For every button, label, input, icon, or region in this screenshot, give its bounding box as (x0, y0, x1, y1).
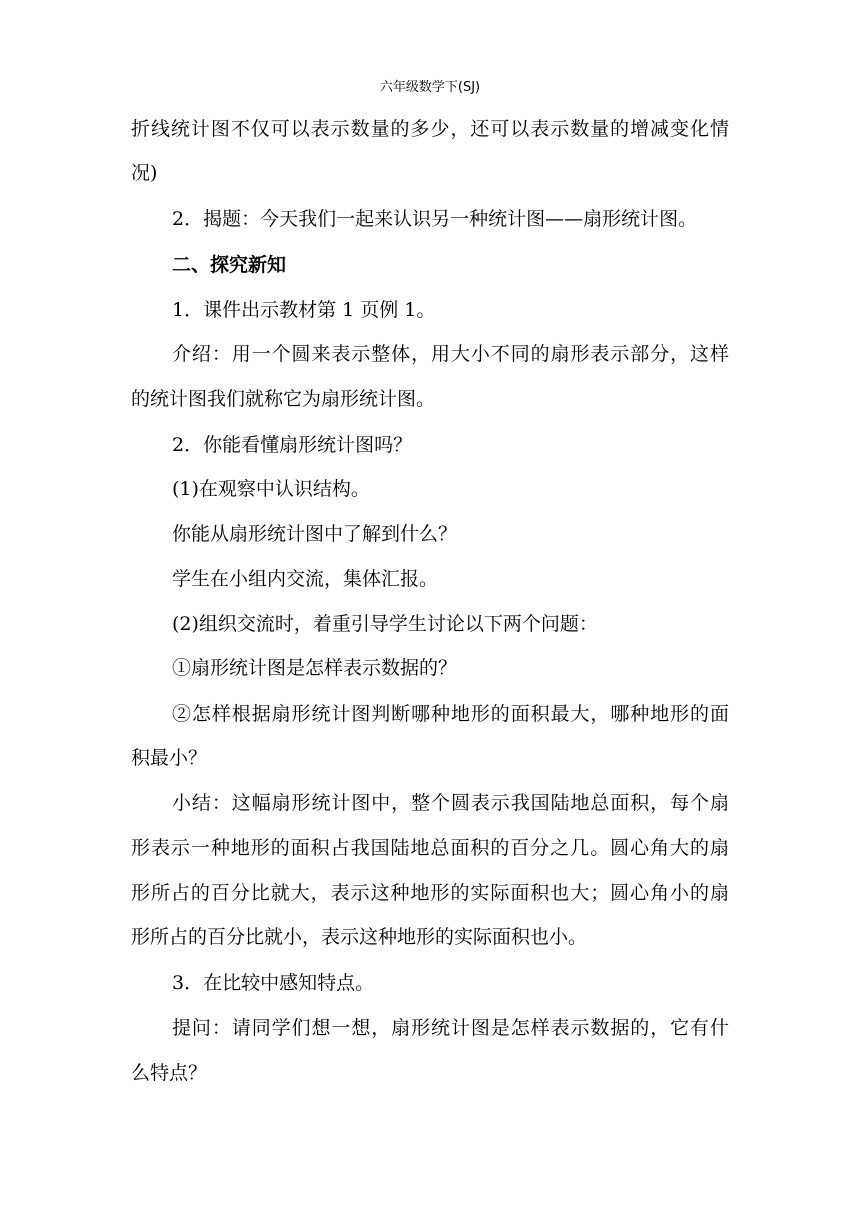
paragraph-line: 提问：请同学们想一想，扇形统计图是怎样表示数据的，它有什 (172, 1017, 729, 1039)
paragraph-line: ②怎样根据扇形统计图判断哪种地形的面积最大，哪种地形的面 (172, 703, 729, 725)
paragraph-line: 小结：这幅扇形统计图中，整个圆表示我国陆地总面积，每个扇 (172, 792, 729, 814)
paragraph-line: 的统计图我们就称它为扇形统计图。 (131, 388, 436, 410)
paragraph-line: 折线统计图不仅可以表示数量的多少，还可以表示数量的增减变化情 (131, 118, 729, 140)
paragraph-line: 你能从扇形统计图中了解到什么？ (172, 523, 458, 545)
paragraph-line: 形所占的百分比就小，表示这种地形的实际面积也小。 (131, 926, 588, 948)
paragraph-line: 2．你能看懂扇形统计图吗？ (172, 434, 413, 456)
paragraph-line: 么特点？ (131, 1062, 208, 1084)
paragraph-line: 1．课件出示教材第 1 页例 1。 (172, 299, 436, 321)
paragraph-line: 学生在小组内交流，集体汇报。 (172, 568, 439, 590)
paragraph-line: 积最小？ (131, 747, 208, 769)
paragraph-line: (2)组织交流时，着重引导学生讨论以下两个问题： (172, 613, 598, 635)
paragraph-line: 2．揭题：今天我们一起来认识另一种统计图——扇形统计图。 (172, 208, 698, 230)
page-header: 六年级数学下(SJ) (379, 80, 481, 95)
paragraph-line: ①扇形统计图是怎样表示数据的？ (172, 657, 458, 679)
paragraph-line: (1)在观察中认识结构。 (172, 478, 370, 500)
paragraph-line: 介绍：用一个圆来表示整体，用大小不同的扇形表示部分，这样 (172, 343, 729, 365)
paragraph-line: 3．在比较中感知特点。 (172, 972, 375, 994)
paragraph-line: 形表示一种地形的面积占我国陆地总面积的百分之几。圆心角大的扇 (131, 837, 729, 859)
paragraph-line: 况) (131, 162, 158, 184)
section-heading: 二、探究新知 (172, 254, 287, 276)
paragraph-line: 形所占的百分比就大，表示这种地形的实际面积也大；圆心角小的扇 (131, 882, 729, 904)
